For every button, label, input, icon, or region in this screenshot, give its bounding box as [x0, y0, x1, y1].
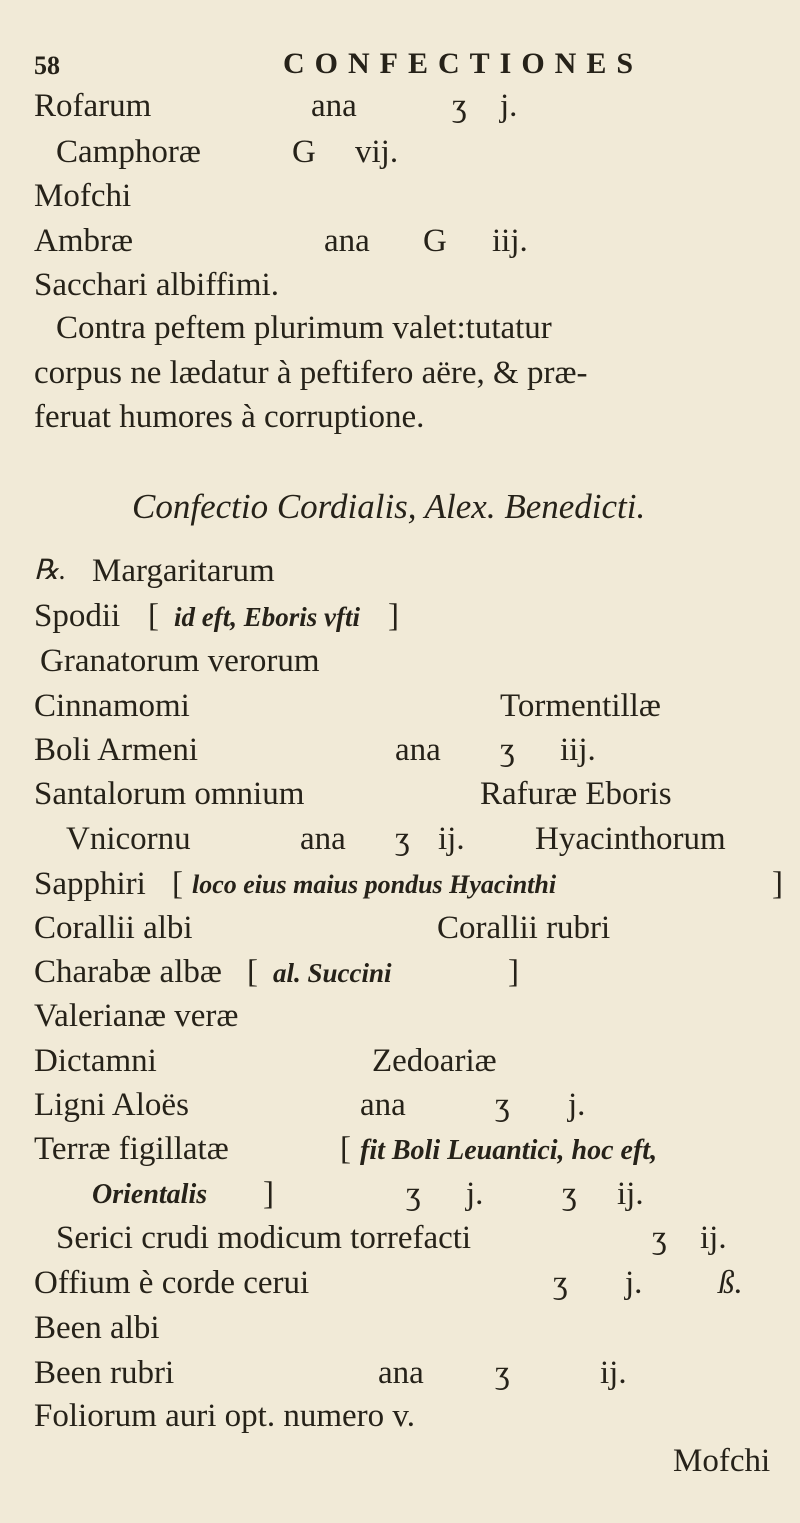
- ingredient-name: Sapphiri: [34, 866, 146, 902]
- scruple-sign: ʒ: [652, 1220, 667, 1256]
- ingredient-name: Rafuræ Eboris: [480, 776, 672, 812]
- dram-sign: ʒ: [395, 821, 410, 857]
- ingredient-name: Margaritarum: [92, 553, 275, 589]
- ingredient-name: Foliorum auri opt. numero v.: [34, 1398, 415, 1434]
- ana-word: ana: [324, 223, 370, 259]
- ingredient-name: Corallii rubri: [437, 910, 611, 946]
- amount: ij.: [617, 1176, 644, 1212]
- ingredient-name: Vnicornu: [66, 821, 191, 857]
- scruple-sign: ʒ: [553, 1265, 568, 1301]
- dram-sign: ʒ: [495, 1087, 510, 1123]
- ana-word: ana: [300, 821, 346, 857]
- ingredient-name: Camphoræ: [56, 134, 201, 170]
- ingredient-name: Dictamni: [34, 1043, 157, 1079]
- amount: ij.: [600, 1355, 627, 1391]
- amount: j.: [568, 1087, 586, 1123]
- dram-sign: ʒ: [500, 732, 515, 768]
- section-title: Confectio Cordialis, Alex. Benedicti.: [132, 487, 646, 526]
- bracket-note: fit Boli Leuantici, hoc eft,: [360, 1135, 658, 1166]
- ingredient-name: Granatorum verorum: [40, 643, 320, 679]
- amount: iij.: [560, 732, 596, 768]
- page-number: 58: [34, 51, 60, 80]
- ingredient-name: Hyacinthorum: [535, 821, 726, 857]
- amount: ij.: [438, 821, 465, 857]
- bracket-open: [: [172, 866, 183, 902]
- ana-word: ana: [378, 1355, 424, 1391]
- ingredient-name: Spodii: [34, 598, 121, 634]
- catchword: Mofchi: [673, 1443, 771, 1479]
- ingredient-name: Offium è corde cerui: [34, 1265, 310, 1301]
- bracket-close: ]: [772, 866, 783, 902]
- ingredient-name: Been albi: [34, 1310, 160, 1346]
- bracket-open: [: [340, 1131, 351, 1167]
- amount: iij.: [492, 223, 528, 259]
- ingredient-name: Serici crudi modicum torrefacti: [56, 1220, 472, 1256]
- grain-sign: G: [423, 223, 447, 259]
- dram-sign: ʒ: [406, 1176, 421, 1212]
- ingredient-name: Terræ figillatæ: [34, 1131, 229, 1167]
- scruple-sign: ʒ: [495, 1355, 510, 1391]
- recipe-symbol: ℞.: [34, 555, 67, 586]
- amount: j.: [500, 88, 518, 124]
- ingredient-name: Rofarum: [34, 88, 152, 124]
- amount: j.: [466, 1176, 484, 1212]
- scruple-sign: ʒ: [452, 88, 467, 124]
- bracket-close: ]: [508, 954, 519, 990]
- scruple-sign: ʒ: [562, 1176, 577, 1212]
- ingredient-name: Mofchi: [34, 178, 132, 214]
- bracket-close: ]: [388, 598, 399, 634]
- ana-word: ana: [360, 1087, 406, 1123]
- bracket-note: al. Succini: [273, 958, 392, 988]
- paragraph-line: corpus ne lædatur à peftifero aëre, & præ-: [34, 355, 588, 391]
- ingredient-name: Boli Armeni: [34, 732, 199, 768]
- amount: vij.: [355, 134, 399, 170]
- amount: ij.: [700, 1220, 727, 1256]
- bracket-open: [: [148, 598, 159, 634]
- ingredient-name: Ligni Aloës: [34, 1087, 189, 1123]
- bracket-note: loco eius maius pondus Hyacinthi: [192, 870, 557, 899]
- ingredient-name: Ambræ: [34, 223, 133, 259]
- ana-word: ana: [311, 88, 357, 124]
- running-title: CONFECTIONES: [283, 47, 644, 80]
- ingredient-name: Santalorum omnium: [34, 776, 305, 812]
- ingredient-name: Sacchari albiffimi.: [34, 267, 279, 303]
- bracket-note: id eft, Eboris vfti: [174, 602, 360, 632]
- ingredient-name: Tormentillæ: [500, 688, 661, 724]
- bracket-open: [: [247, 954, 258, 990]
- amount: j.: [625, 1265, 643, 1301]
- ingredient-name: Cinnamomi: [34, 688, 190, 724]
- ingredient-name: Valerianæ veræ: [34, 998, 239, 1034]
- ingredient-name: Charabæ albæ: [34, 954, 222, 990]
- bracket-close: ]: [263, 1176, 274, 1212]
- ingredient-name: Zedoariæ: [372, 1043, 497, 1079]
- ingredient-name: Been rubri: [34, 1355, 175, 1391]
- grain-sign: G: [292, 134, 316, 170]
- paragraph-line: feruat humores à corruptione.: [34, 399, 425, 435]
- paragraph-line: Contra peftem plurimum valet:tutatur: [56, 310, 552, 346]
- bracket-note: Orientalis: [92, 1179, 208, 1210]
- amount-half: ß.: [718, 1265, 743, 1301]
- ingredient-name: Corallii albi: [34, 910, 193, 946]
- ana-word: ana: [395, 732, 441, 768]
